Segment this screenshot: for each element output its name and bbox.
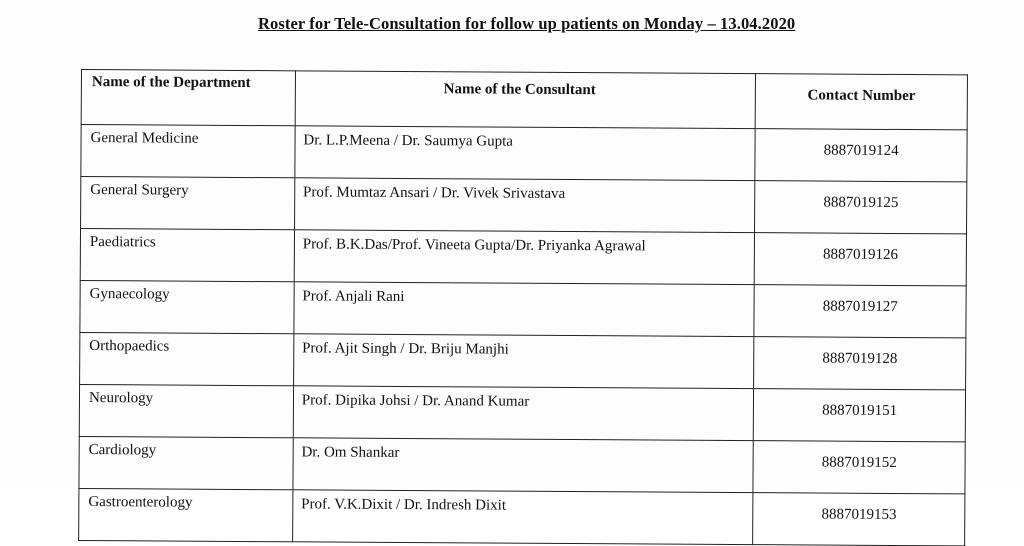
department-cell: Gastroenterology xyxy=(79,488,293,541)
department-cell: General Surgery xyxy=(81,177,295,230)
table-row xyxy=(81,177,967,234)
contact-number-cell: 8887019153 xyxy=(753,493,965,546)
department-cell: Gynaecology xyxy=(80,280,294,333)
roster-table xyxy=(78,69,968,546)
contact-number-cell: 8887019151 xyxy=(754,389,966,442)
header-contact-number: Contact Number xyxy=(756,74,968,130)
header-consultant: Name of the Consultant xyxy=(295,71,756,129)
table-row xyxy=(79,436,965,493)
department-cell: General Medicine xyxy=(81,125,295,178)
table-row xyxy=(80,280,966,337)
consultant-cell: Prof. V.K.Dixit / Dr. Indresh Dixit xyxy=(292,490,753,545)
contact-number-cell: 8887019126 xyxy=(755,233,967,286)
contact-number-cell: 8887019124 xyxy=(755,129,967,182)
consultant-cell: Prof. Ajit Singh / Dr. Briju Manjhi xyxy=(293,334,754,389)
consultant-cell: Prof. Dipika Johsi / Dr. Anand Kumar xyxy=(293,386,754,441)
contact-number-cell: 8887019128 xyxy=(754,337,966,390)
table-row xyxy=(80,332,966,389)
consultant-cell: Prof. B.K.Das/Prof. Vineeta Gupta/Dr. Priyanka Agrawal xyxy=(294,230,755,285)
department-cell: Neurology xyxy=(79,384,293,437)
consultant-cell: Prof. Anjali Rani xyxy=(294,282,755,337)
page-title: Roster for Tele-Consultation for follow up patients on Monday – 13.04.2020 xyxy=(258,14,796,33)
contact-number-cell: 8887019152 xyxy=(753,441,965,494)
department-cell: Paediatrics xyxy=(80,229,294,282)
table-row xyxy=(79,488,965,545)
consultant-cell: Prof. Mumtaz Ansari / Dr. Vivek Srivastava xyxy=(294,178,755,233)
header-department: Name of the Department xyxy=(81,70,295,126)
consultant-cell: Dr. Om Shankar xyxy=(293,438,754,493)
contact-number-cell: 8887019127 xyxy=(754,285,966,338)
table-row xyxy=(81,125,967,182)
table-row xyxy=(80,229,966,286)
table-header-row xyxy=(81,70,967,130)
department-cell: Cardiology xyxy=(79,436,293,489)
contact-number-cell: 8887019125 xyxy=(755,181,967,234)
consultant-cell: Dr. L.P.Meena / Dr. Saumya Gupta xyxy=(295,126,756,181)
department-cell: Orthopaedics xyxy=(80,332,294,385)
table-row xyxy=(79,384,965,441)
